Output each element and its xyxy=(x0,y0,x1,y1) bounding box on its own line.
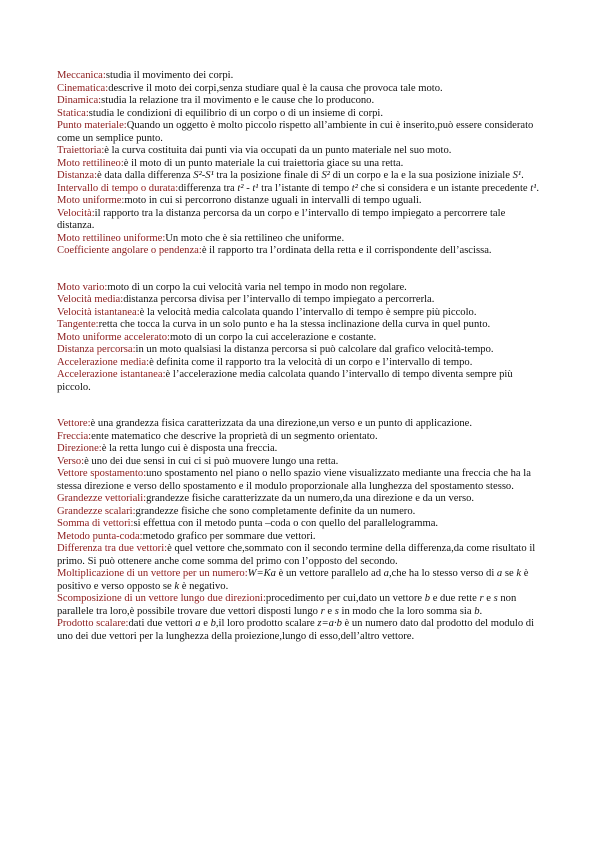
definition-term: Punto materiale: xyxy=(57,120,127,131)
definition-math: b xyxy=(424,593,431,604)
definition-text: è l’accelerazione media calcolata quando l’intervallo di tempo diventa sempre più piccolo. xyxy=(57,369,513,393)
definition-text: uno spostamento nel piano o nello spazio viene visualizzato mediante una freccia che ha la stessa direzione e verso dello spostamento e il modulo proporzionale alla lunghezza del spostamento stesso. xyxy=(57,468,531,492)
definition-entry xyxy=(57,294,542,307)
definition-entry xyxy=(57,568,542,593)
definition-term: Moto vario: xyxy=(57,281,108,293)
definition-term: Velocità: xyxy=(57,207,95,219)
definition-text: . xyxy=(521,170,524,181)
definition-text: è un vettore parallelo ad xyxy=(275,568,384,579)
definition-term: Coefficiente angolare o pendenza: xyxy=(57,245,202,256)
definition-text: è il rapporto tra l’ordinata della retta e il corrispondente dell’ascissa. xyxy=(201,245,492,256)
definition-text: studia il movimento dei corpi. xyxy=(105,70,234,81)
definition-text: studia le condizioni di equilibrio di un corpo o di un insieme di corpi. xyxy=(88,107,384,119)
definition-text: dati due vettori xyxy=(128,618,196,629)
definition-entry xyxy=(57,170,542,183)
definition-text: grandezze fisiche che sono completamente definite da un numero. xyxy=(135,505,416,517)
definition-entry xyxy=(57,418,542,431)
definition-text: di un corpo e la e la sua posizione iniziale xyxy=(329,170,513,181)
definition-term: Moto rettilineo uniforme: xyxy=(57,232,166,244)
definition-term: Grandezze vettoriali: xyxy=(57,493,147,504)
definition-text: è quel vettore che,sommato con il secondo termine della differenza,da come risultato il primo. Si può ottenere anche come somma del primo con l’opposto del secondo. xyxy=(57,543,536,567)
definition-term: Freccia: xyxy=(57,430,92,442)
definition-text: moto in cui si percorrono distanze uguali in intervalli di tempo uguali. xyxy=(124,195,422,206)
definition-text: e xyxy=(324,605,335,617)
definition-term: Scomposizione di un vettore lungo due direzioni: xyxy=(57,593,266,604)
definition-text: è la curva costituita dai punti via via occupati da un punto materiale nel suo moto. xyxy=(104,145,452,156)
definition-entry xyxy=(57,145,542,158)
definition-term: Dinamica: xyxy=(57,95,102,106)
definition-term: Distanza: xyxy=(57,170,98,181)
definition-math: W=Ka xyxy=(247,568,276,579)
definition-math: t² xyxy=(351,182,358,194)
definition-section xyxy=(57,70,542,258)
definition-text: ,il loro prodotto scalare xyxy=(215,618,318,629)
definition-entry xyxy=(57,506,542,519)
definition-entry xyxy=(57,245,542,258)
definition-term: Moto uniforme accelerato: xyxy=(57,331,170,343)
definition-term: Grandezze scalari: xyxy=(57,505,136,517)
definition-entry xyxy=(57,208,542,233)
definition-math: b xyxy=(210,618,216,629)
definition-text: è positivo e verso opposto se xyxy=(57,568,529,592)
definition-entry xyxy=(57,183,542,196)
section-gap xyxy=(57,258,542,282)
definition-text: moto di un corpo la cui accelerazione e costante. xyxy=(169,331,377,343)
definition-term: Moto rettilineo: xyxy=(57,157,124,169)
definition-term: Differenza tra due vettori: xyxy=(57,543,168,554)
definition-text: Quando un oggetto è molto piccolo rispetto all’ambiente in cui è inserito,può essere considerato come un semplice punto. xyxy=(57,120,534,144)
definition-text: e xyxy=(483,593,494,604)
definition-text: è un numero dato dal prodotto del modulo di uno dei due vettori per la lunghezza della proiezione,lungo di esso,dell’altro vettore. xyxy=(57,618,535,642)
definition-section xyxy=(57,282,542,395)
definition-text: è data dalla differenza xyxy=(97,170,194,181)
definition-text: in un moto qualsiasi la distanza percorsa si può calcolare dal grafico velocità-tempo. xyxy=(135,344,494,355)
definition-text: ,che ha lo stesso verso di xyxy=(388,568,497,579)
definition-text: metodo grafico per sommare due vettori. xyxy=(142,530,316,542)
definition-section xyxy=(57,418,542,643)
definition-text: è uno dei due sensi in cui ci si può muovere lungo una retta. xyxy=(84,455,339,467)
definition-entry xyxy=(57,431,542,444)
definition-entry xyxy=(57,332,542,345)
document-page xyxy=(57,70,542,643)
definition-text: e due rette xyxy=(430,593,480,604)
definition-entry xyxy=(57,468,542,493)
definition-entry xyxy=(57,120,542,145)
definition-term: Intervallo di tempo o durata: xyxy=(57,182,179,194)
definition-entry xyxy=(57,108,542,121)
definition-text: procedimento per cui,dato un vettore xyxy=(265,593,425,604)
definition-text: . xyxy=(479,605,483,617)
definition-entry xyxy=(57,319,542,332)
definition-entry xyxy=(57,83,542,96)
definition-term: Cinematica: xyxy=(57,82,109,94)
definition-entry xyxy=(57,369,542,394)
definition-entry xyxy=(57,593,542,618)
definition-math: S¹ xyxy=(512,170,522,181)
definition-entry xyxy=(57,531,542,544)
definition-term: Direzione: xyxy=(57,443,102,454)
definition-math: S² xyxy=(321,170,330,181)
definition-term: Somma di vettori: xyxy=(57,518,134,529)
definition-math: S²-S¹ xyxy=(193,170,214,181)
definition-text: non parallele tra loro,è possibile trovare due vettori disposti lungo xyxy=(57,593,517,617)
definition-entry xyxy=(57,282,542,295)
definition-text: . xyxy=(536,182,540,194)
definition-term: Velocità media: xyxy=(57,294,124,305)
definition-math: a xyxy=(496,568,503,579)
definition-text: differenza tra xyxy=(178,182,238,194)
definition-text: Un moto che è sia rettilineo che uniforme. xyxy=(165,232,345,244)
definition-text: è negativo. xyxy=(179,580,229,592)
definition-text: è la retta lungo cui è disposta una freccia. xyxy=(101,443,278,454)
definition-entry xyxy=(57,70,542,83)
definition-text: moto di un corpo la cui velocità varia nel tempo in modo non regolare. xyxy=(107,281,407,293)
definition-text: si effettua con il metodo punta –coda o con quello del parallelogramma. xyxy=(133,518,439,529)
definition-math: b xyxy=(474,605,480,617)
definition-term: Metodo punta-coda: xyxy=(57,530,143,542)
definition-entry xyxy=(57,543,542,568)
definition-term: Meccanica: xyxy=(57,70,106,81)
definition-term: Moto uniforme: xyxy=(57,195,125,206)
definition-math: z=a·b xyxy=(317,618,342,629)
definition-text: è una grandezza fisica caratterizzata da una direzione,un verso e un punto di applicazione. xyxy=(90,418,473,429)
definition-text: descrive il moto dei corpi,senza studiare qual è la causa che provoca tale moto. xyxy=(108,82,443,94)
definition-math: t² - t¹ xyxy=(237,182,259,194)
definition-math: s xyxy=(334,605,339,617)
definition-text: che si considera e un istante precedente xyxy=(357,182,531,194)
definition-entry xyxy=(57,443,542,456)
definition-term: Tangente: xyxy=(57,319,99,330)
definition-text: se xyxy=(502,568,517,579)
definition-text: grandezze fisiche caratterizzate da un numero,da una direzione e da un verso. xyxy=(146,493,475,504)
definition-term: Accelerazione media: xyxy=(57,356,150,368)
definition-text: tra la posizione finale di xyxy=(213,170,322,181)
definition-text: e xyxy=(200,618,211,629)
definition-text: è la velocità media calcolata quando l’intervallo di tempo è sempre più piccolo. xyxy=(139,306,477,318)
definition-math: a xyxy=(383,568,389,579)
definition-text: distanza percorsa divisa per l’intervallo di tempo impiegato a percorrerla. xyxy=(123,294,435,305)
definition-text: è definita come il rapporto tra la velocità di un corpo e l’intervallo di tempo. xyxy=(149,356,473,368)
definition-math: r xyxy=(479,593,484,604)
definition-entry xyxy=(57,307,542,320)
section-gap xyxy=(57,394,542,418)
definition-text: tra l’istante di tempo xyxy=(258,182,352,194)
definition-term: Accelerazione istantanea: xyxy=(57,369,166,380)
definition-entry xyxy=(57,344,542,357)
definition-math: k xyxy=(516,568,522,579)
definition-term: Verso: xyxy=(57,455,85,467)
definition-term: Statica: xyxy=(57,107,89,119)
definition-math: t¹ xyxy=(530,182,537,194)
definition-math: s xyxy=(493,593,498,604)
definition-entry xyxy=(57,95,542,108)
definition-text: in modo che la loro somma sia xyxy=(338,605,475,617)
definition-math: r xyxy=(320,605,325,617)
definition-entry xyxy=(57,456,542,469)
definition-term: Vettore spostamento: xyxy=(57,468,147,479)
definition-entry xyxy=(57,233,542,246)
definition-term: Moltiplicazione di un vettore per un numero: xyxy=(57,568,248,579)
definition-entry xyxy=(57,195,542,208)
definition-text: studia la relazione tra il movimento e le cause che lo producono. xyxy=(101,95,375,106)
definition-term: Distanza percorsa: xyxy=(57,344,136,355)
definition-entry xyxy=(57,357,542,370)
definition-entry xyxy=(57,618,542,643)
definition-entry xyxy=(57,158,542,171)
definition-term: Vettore: xyxy=(57,418,91,429)
definition-entry xyxy=(57,493,542,506)
definition-term: Traiettoria: xyxy=(57,145,105,156)
definition-text: è il moto di un punto materiale la cui traiettoria giace su una retta. xyxy=(123,157,404,169)
definition-term: Velocità istantanea: xyxy=(57,306,140,318)
definition-text: il rapporto tra la distanza percorsa da un corpo e l’intervallo di tempo impiegato a percorrere tale distanza. xyxy=(57,207,506,231)
definition-text: ente matematico che descrive la proprietà di un segmento orientato. xyxy=(91,430,378,442)
definition-entry xyxy=(57,518,542,531)
definition-math: a xyxy=(195,618,201,629)
definition-term: Prodotto scalare: xyxy=(57,618,129,629)
definition-text: retta che tocca la curva in un solo punto e ha la stessa inclinazione della curva in quel punto. xyxy=(98,319,491,330)
definition-math: k xyxy=(174,580,180,592)
